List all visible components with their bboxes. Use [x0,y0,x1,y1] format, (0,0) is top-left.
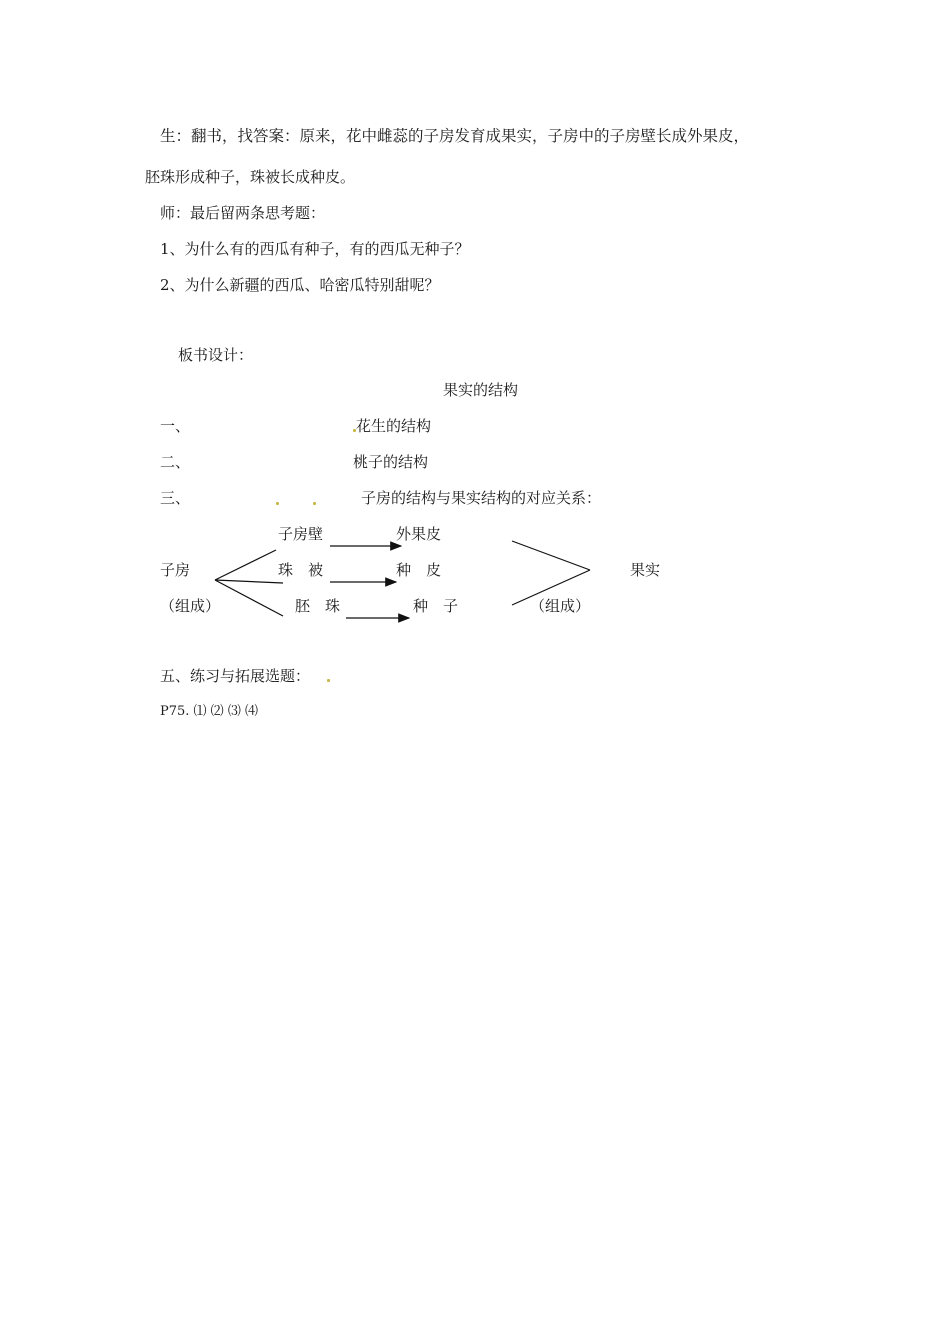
section-2-text: 桃子的结构 [353,453,429,471]
diagram-result-seed: 种 子 [413,597,459,615]
diagram-result-seed-coat: 种 皮 [396,561,442,579]
section-2-number: 二、 [160,453,191,471]
branch-line [215,550,276,580]
diagram-part-ovary-wall: 子房壁 [278,525,324,543]
merge-line [512,541,590,570]
branch-line [215,580,283,583]
exercise-heading: 五、练习与拓展选题： [160,667,311,685]
paragraph-answer-line-1: 生：翻书，找答案：原来，花中雌蕊的子房发育成果实，子房中的子房壁长成外果皮， [160,127,750,145]
teacher-line: 师：最后留两条思考题： [160,204,326,222]
exercise-reference: P75. ⑴ ⑵ ⑶ ⑷ [160,704,258,719]
diagram-right-node: 果实 [630,561,661,579]
section-1-text: 花生的结构 [356,417,432,435]
diagram-part-integument: 珠 被 [278,561,324,579]
diagram-left-sub: （组成） [160,597,221,615]
board-title: 果实的结构 [443,381,519,399]
section-1-number: 一、 [160,417,191,435]
question-1: 1、为什么有的西瓜有种子，有的西瓜无种子？ [160,240,470,258]
diagram-right-sub: （组成） [530,597,591,615]
question-2: 2、为什么新疆的西瓜、哈密瓜特别甜呢？ [160,276,440,294]
diagram-left-node: 子房 [160,561,191,579]
diagram-part-ovule: 胚 珠 [295,597,341,615]
branch-line [215,580,283,616]
section-3-number: 三、 [160,489,191,507]
diagram-result-pericarp: 外果皮 [396,525,442,543]
section-3-text: 子房的结构与果实结构的对应关系： [361,489,602,507]
board-design-label: 板书设计： [178,346,254,364]
paragraph-answer-line-2: 胚珠形成种子，珠被长成种皮。 [145,168,356,186]
